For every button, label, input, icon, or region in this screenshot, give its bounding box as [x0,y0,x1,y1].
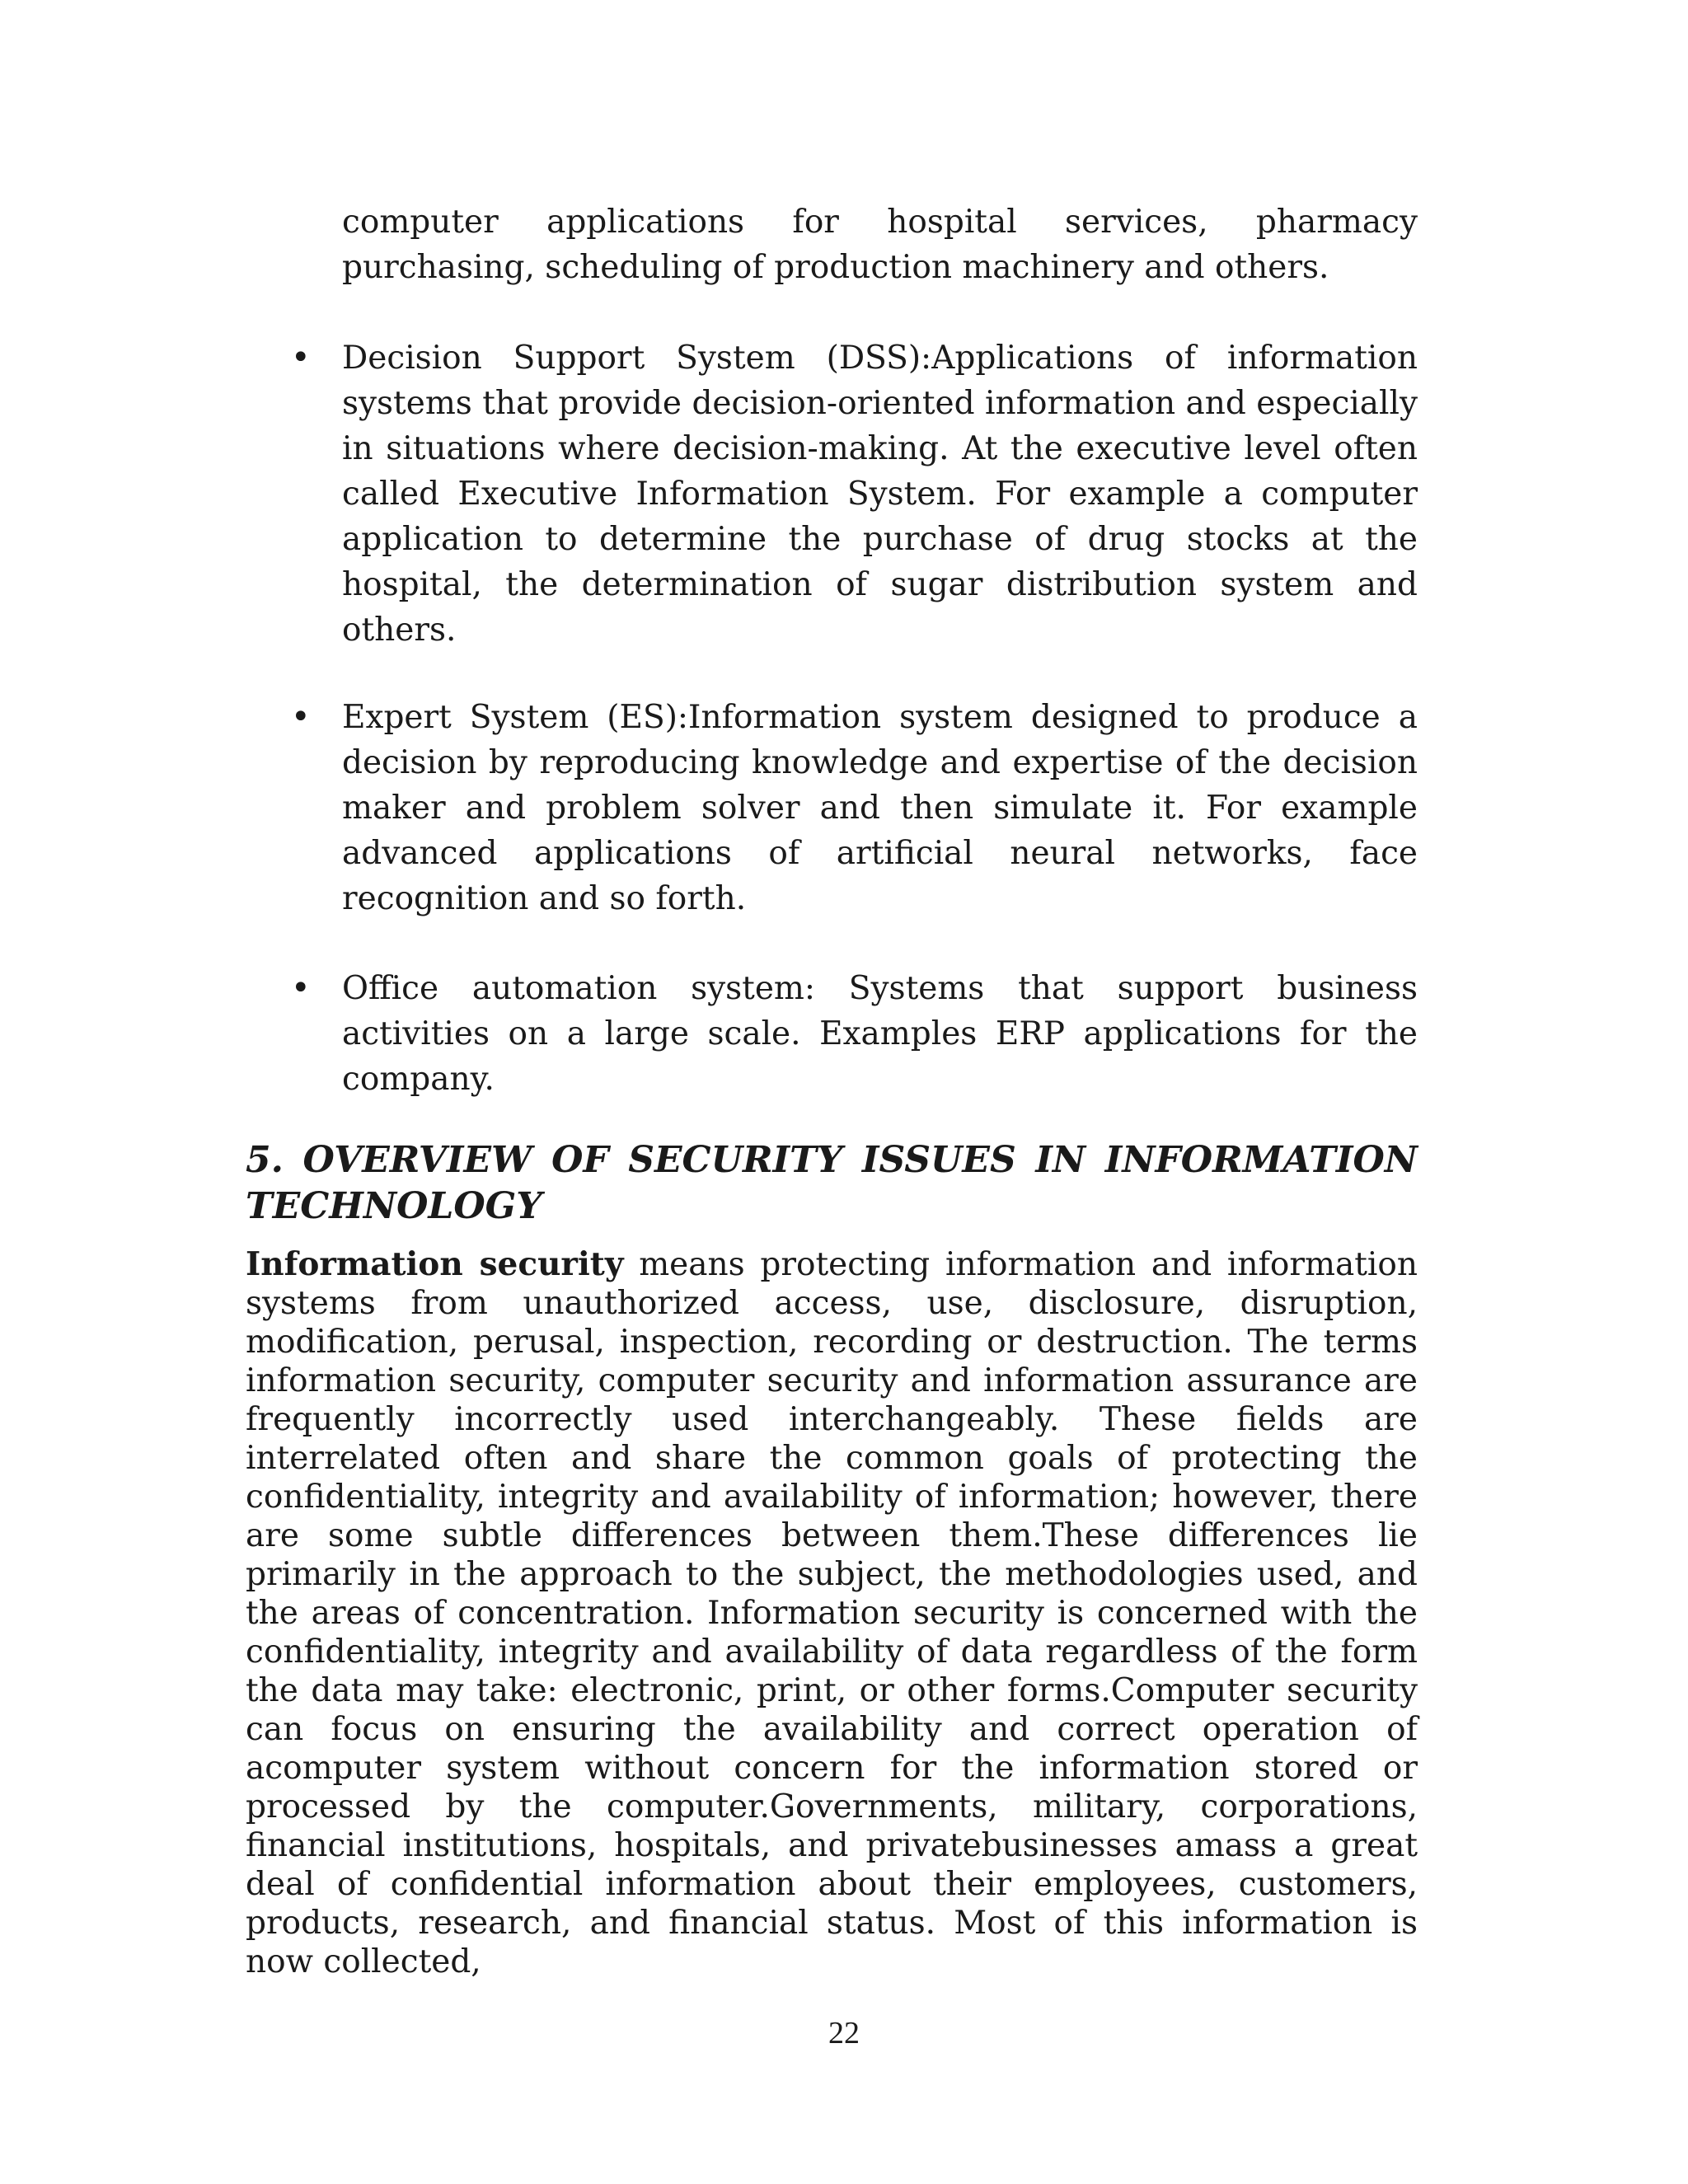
lead-term: Information security [246,1245,624,1283]
bullet-text: Expert System (ES):Information system designed to produce a decision by reproducing knowledge and expertise of the decision maker and problem solver and then simulate it. For example advanced applications of artificial neural networks, face recognition and so forth. [342,699,1418,917]
bullet-icon: • [291,698,311,736]
section-heading: 5. OVERVIEW OF SECURITY ISSUES IN INFORMATION TECHNOLOGY [246,1139,1418,1227]
bullet-text: Office automation system: Systems that support business activities on a large scale. Examples ERP applications for the company. [342,970,1418,1098]
bullet-icon: • [291,969,311,1007]
page-number: 22 [828,2016,860,2050]
bullet-item-dss [291,335,1418,653]
section-body-paragraph [246,1245,1418,1981]
bullet-item-expert-system [291,695,1418,921]
bullet-item-office-automation [291,966,1418,1102]
bullet-icon: • [291,339,311,377]
body-text: means protecting information and information systems from unauthorized access, use, disclosure, disruption, modification, perusal, inspection, recording or destruction. The terms information security, computer security and information assurance are frequently incorrectly used interchangeably. These fields are interrelated often and share the common goals of protecting the confidentiality, integrity and availability of information; however, there are some subtle differences between them.These differences lie primarily in the approach to the subject, the methodologies used, and the areas of concentration. Information security is concerned with the confidentiality, integrity and availability of data regardless of the form the data may take: electronic, print, or other forms.Computer security can focus on ensuring the availability and correct operation of acomputer system without concern for the information stored or processed by the computer.Governments, military, corporations, financial institutions, hospitals, and privatebusinesses amass a great deal of confidential information about their employees, customers, products, research, and financial status. Most of this information is now collected, [246,1246,1418,1980]
bullet-text: Decision Support System (DSS):Applications of information systems that provide decision-oriented information and especially in situations where decision-making. At the executive level often called Executive Information System. For example a computer application to determine the purchase of drug stocks at the hospital, the determination of sugar distribution system and others. [342,340,1418,649]
continuation-paragraph: computer applications for hospital services, pharmacy purchasing, scheduling of production machinery and others. [342,204,1418,286]
